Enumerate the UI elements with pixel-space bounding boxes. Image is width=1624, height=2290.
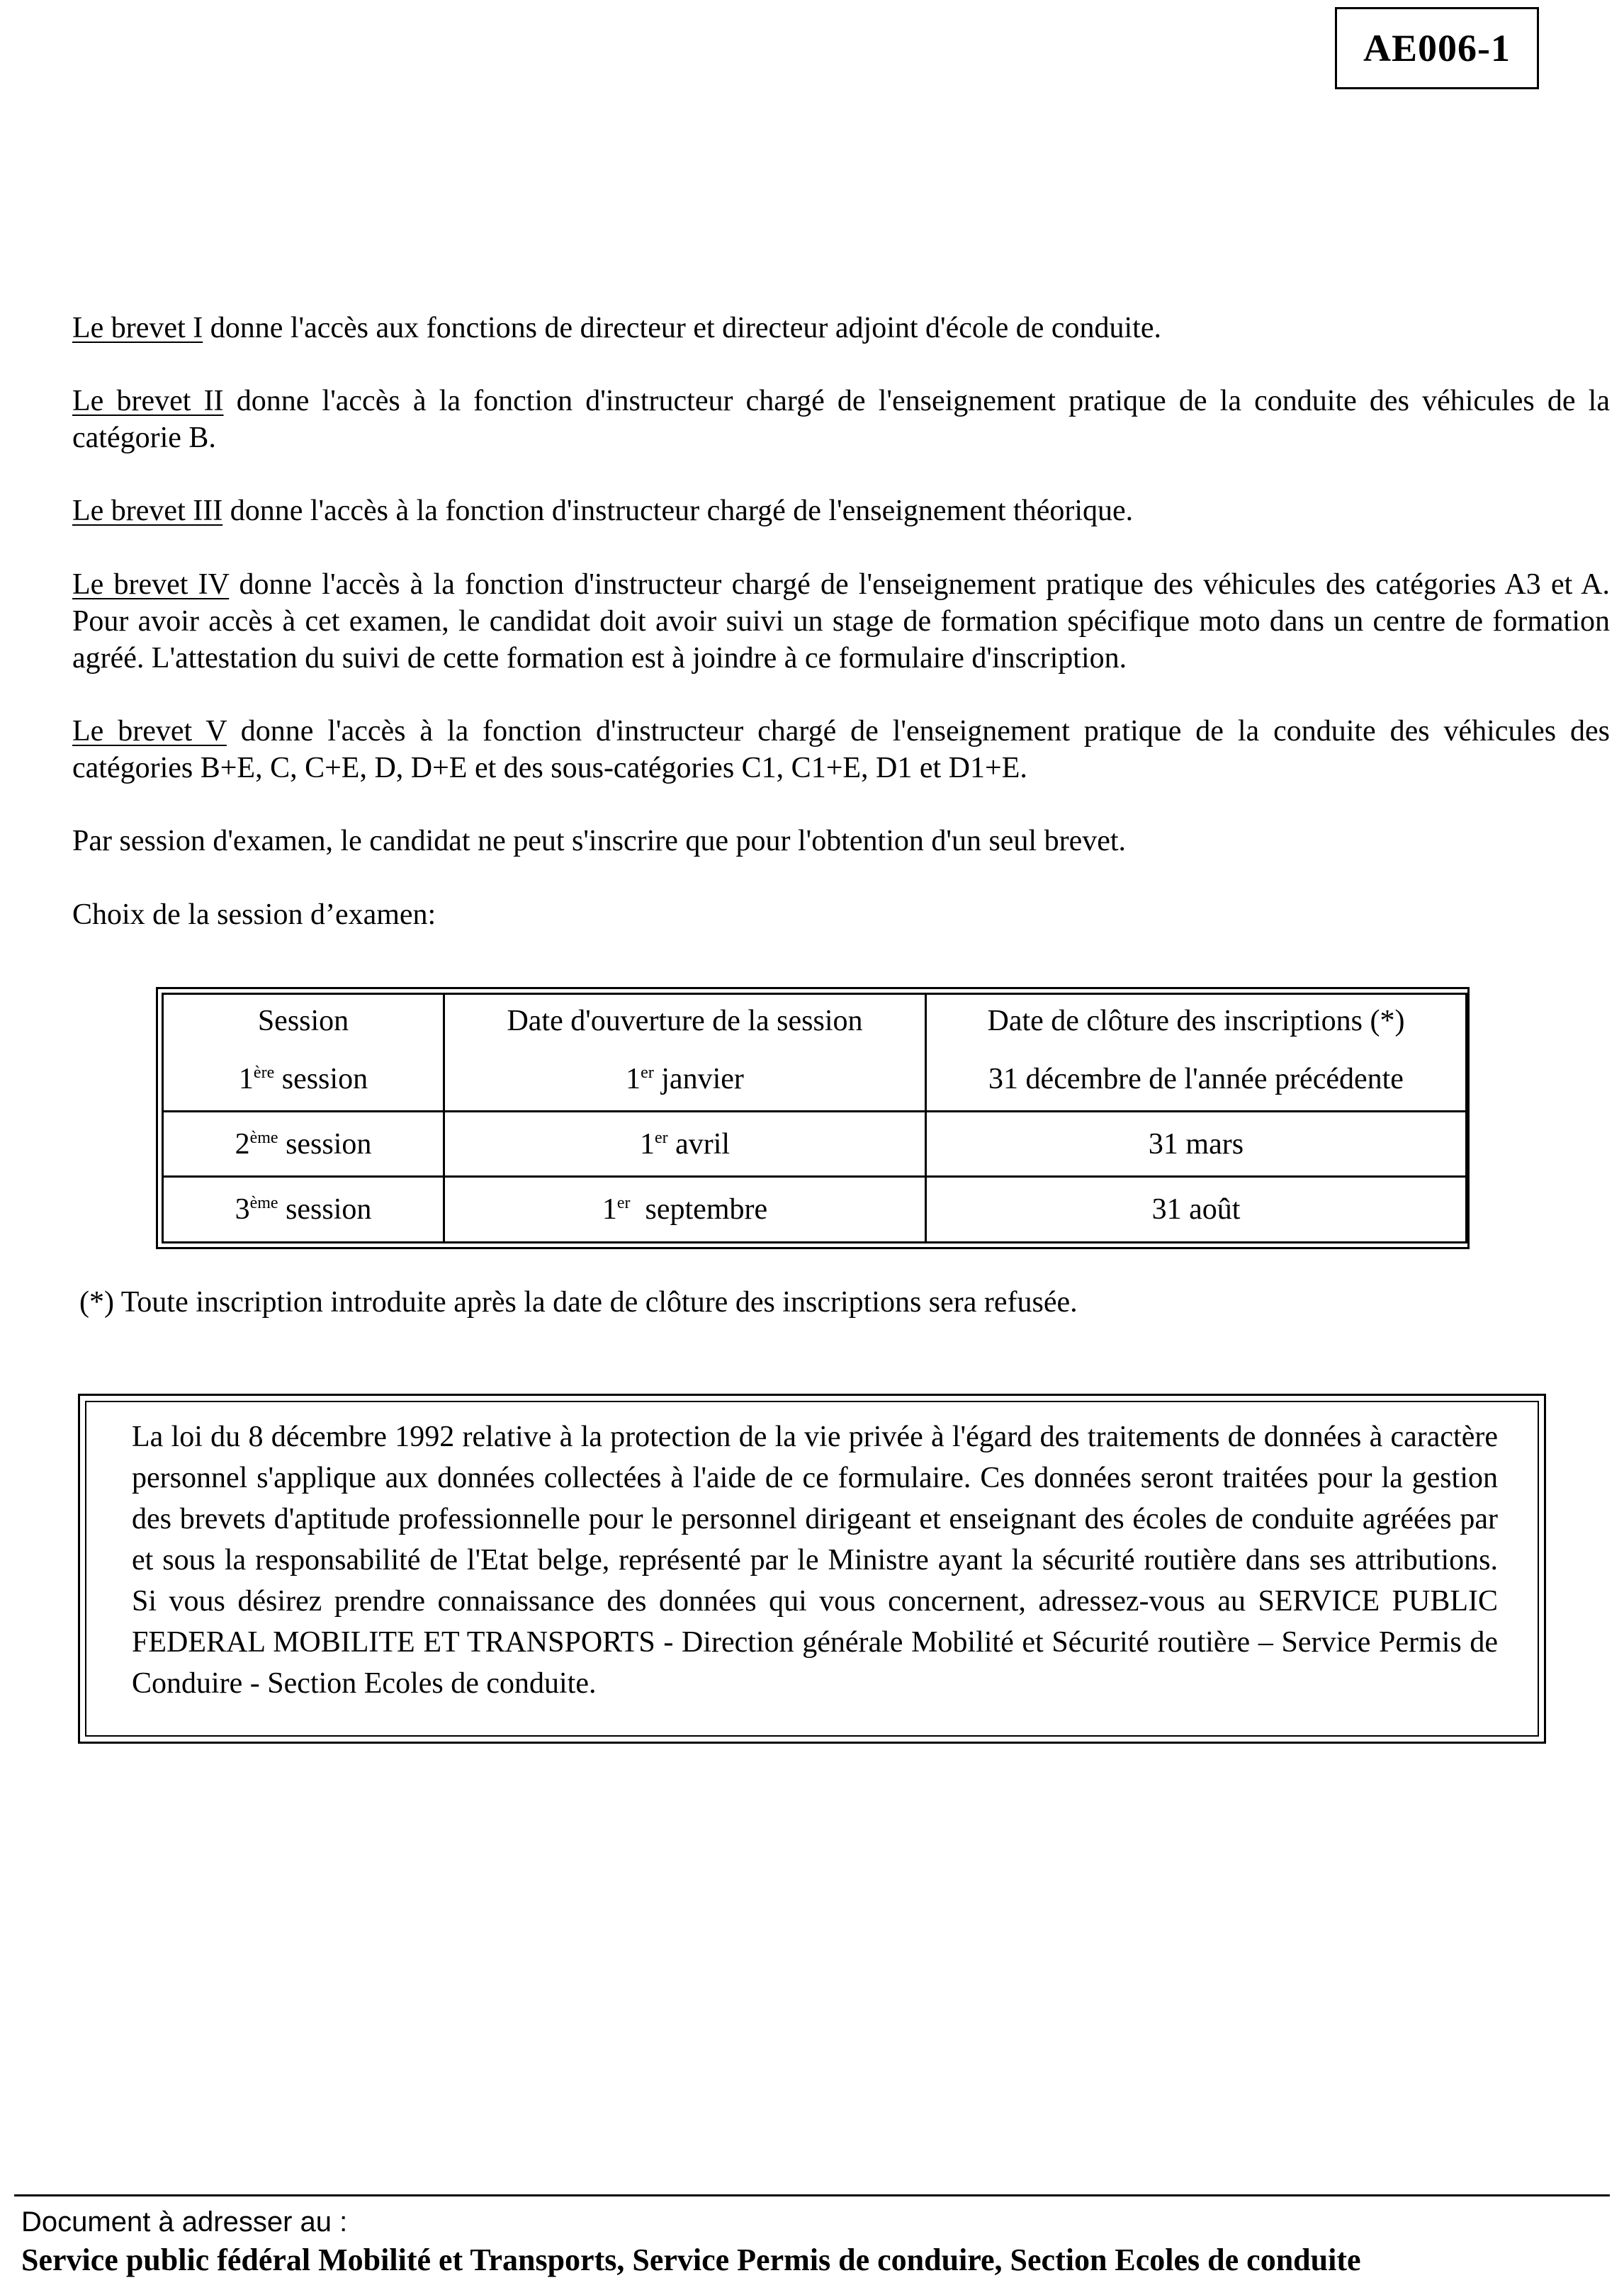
session-name: 3ème session (163, 1177, 444, 1243)
privacy-notice-box (78, 1394, 1546, 1744)
refusal-note: (*) Toute inscription introduite après la date de clôture des inscriptions sera refusée. (79, 1286, 1078, 1319)
table-row (163, 1177, 1467, 1243)
brevet-4-label: Le brevet IV (72, 568, 230, 601)
opening-date: 1er avril (444, 1111, 926, 1177)
brevet-5-text: donne l'accès à la fonction d'instructeur chargé de l'enseignement pratique de la conduite des véhicules des catégories B+E, C, C+E, D, D+E et des sous-catégories C1, C1+E, D1 et D1+E. (72, 715, 1610, 784)
brevet-2-label: Le brevet II (72, 385, 224, 417)
session-name: 2ème session (163, 1111, 444, 1177)
brevet-4-paragraph (72, 566, 1610, 677)
brevet-3-text: donne l'accès à la fonction d'instructeur chargé de l'enseignement théorique. (222, 495, 1134, 527)
header-session: Session (163, 994, 444, 1048)
footer-label: Document à adresser au : (21, 2206, 348, 2238)
opening-date: 1er janvier (444, 1048, 926, 1112)
sessions-table (162, 993, 1467, 1243)
footer-address: Service public fédéral Mobilité et Transports, Service Permis de conduire, Section Ecoles de conduite (21, 2243, 1361, 2277)
table-row (163, 1111, 1467, 1177)
footer-divider (14, 2194, 1610, 2196)
header-closing-date: Date de clôture des inscriptions (*) (926, 994, 1467, 1048)
brevet-5-paragraph (72, 713, 1610, 786)
session-choice-label: Choix de la session d’examen: (72, 898, 436, 931)
header-opening-date: Date d'ouverture de la session (444, 994, 926, 1048)
brevet-1-text: donne l'accès aux fonctions de directeur et directeur adjoint d'école de conduite. (203, 312, 1161, 344)
closing-date: 31 mars (926, 1111, 1467, 1177)
brevet-1-paragraph (72, 310, 1610, 346)
single-brevet-rule: Par session d'examen, le candidat ne peut s'inscrire que pour l'obtention d'un seul brevet. (72, 825, 1127, 857)
closing-date: 31 août (926, 1177, 1467, 1243)
brevet-1-label: Le brevet I (72, 312, 203, 344)
form-code: AE006-1 (1335, 7, 1539, 89)
brevet-2-text: donne l'accès à la fonction d'instructeur chargé de l'enseignement pratique de la conduite des véhicules de la catégorie B. (72, 385, 1610, 454)
table-row (163, 1048, 1467, 1112)
privacy-notice: La loi du 8 décembre 1992 relative à la protection de la vie privée à l'égard des traitements de données à caractère personnel s'applique aux données collectées à l'aide de ce formulaire. Ces données seront traitées pour la gestion des brevets d'aptitude professionnelle pour le personnel dirigeant et enseignant des écoles de conduite agréées par et sous la responsabilité de l'Etat belge, représenté par le Ministre ayant la sécurité routière dans ses attributions. Si vous désirez prendre connaissance des données qui vous concernent, adressez-vous au SERVICE PUBLIC FEDERAL MOBILITE ET TRANSPORTS - Direction générale Mobilité et Sécurité routière – Service Permis de Conduire - Section Ecoles de conduite. (85, 1401, 1539, 1737)
brevet-4-text: donne l'accès à la fonction d'instructeur chargé de l'enseignement pratique des véhicules des catégories A3 et A. Pour avoir accès à cet examen, le candidat doit avoir suivi un stage de formation spécifique moto dans un centre de formation agréé. L'attestation du suivi de cette formation est à joindre à ce formulaire d'inscription. (72, 568, 1611, 675)
session-name: 1ère session (163, 1048, 444, 1112)
closing-date: 31 décembre de l'année précédente (926, 1048, 1467, 1112)
opening-date: 1er septembre (444, 1177, 926, 1243)
brevet-2-paragraph (72, 383, 1610, 456)
brevet-5-label: Le brevet V (72, 715, 227, 748)
brevet-3-paragraph (72, 492, 1610, 529)
brevet-3-label: Le brevet III (72, 495, 223, 527)
sessions-table-header (163, 994, 1467, 1048)
sessions-table-frame (156, 987, 1470, 1249)
